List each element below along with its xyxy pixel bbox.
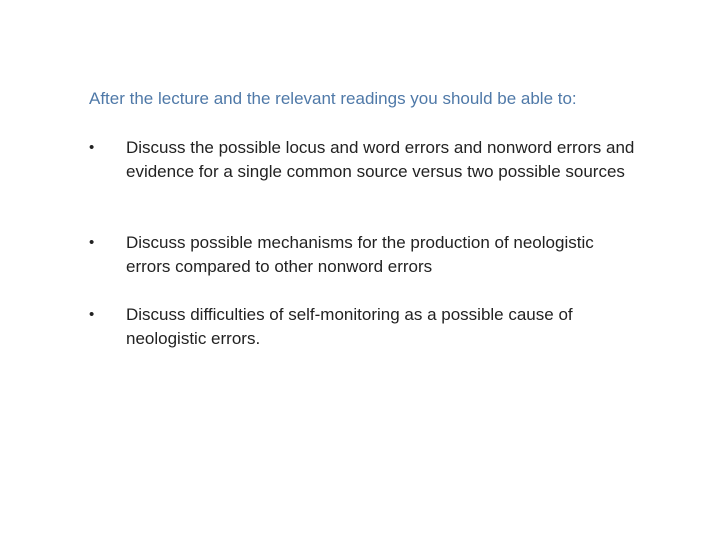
objective-text: Discuss possible mechanisms for the production of neologistic errors compared to other nonword errors [126, 233, 594, 276]
objective-item [89, 231, 649, 279]
objective-item [89, 136, 649, 184]
objective-text: Discuss the possible locus and word errors and nonword errors and evidence for a single common source versus two possible sources [126, 138, 635, 181]
bullet-icon: • [89, 139, 95, 156]
learning-objectives-intro: After the lecture and the relevant readings you should be able to: [89, 89, 577, 108]
objective-text: Discuss difficulties of self-monitoring as a possible cause of neologistic errors. [126, 305, 573, 348]
objective-item [89, 303, 649, 351]
bullet-icon: • [89, 234, 95, 251]
bullet-icon: • [89, 306, 95, 323]
